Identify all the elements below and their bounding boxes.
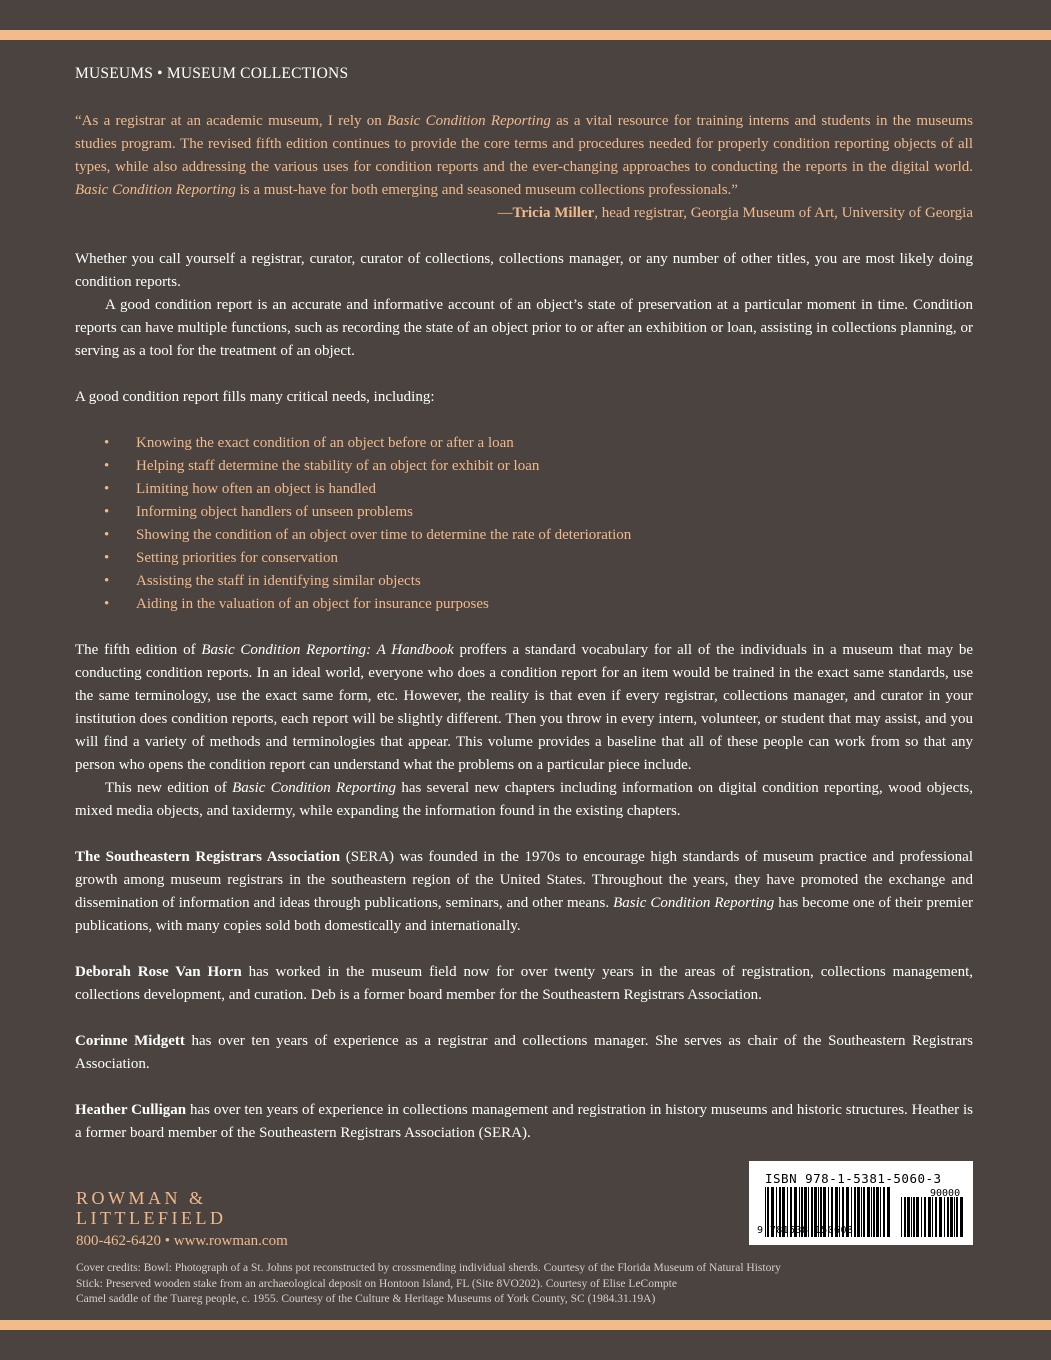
bullet-icon: • — [104, 458, 110, 474]
bullet-icon: • — [104, 435, 110, 451]
list-item: • Showing the condition of an object over time to determine the rate of deterioration — [104, 524, 804, 547]
cover-credits: Cover credits: Bowl: Photograph of a St. Johns pot reconstructed by crossmending individual sherds. Courtesy of the Florida Museum of Natural History Stick: Preserved wooden stake from an archaeological deposit on Hontoon Island, FL (Site 8VO202). Courtesy of Elise LeCompte Camel saddle of the Tuareg people, c. 1955. Courtesy of the Culture & Heritage Museums of York County, SC (1984.31.19A) — [76, 1262, 781, 1305]
publisher-contact: 800-462-6420 • www.rowman.com — [76, 1233, 288, 1249]
list-item: • Limiting how often an object is handled — [104, 478, 804, 501]
isbn-digits: 9 781538 150603 — [757, 1225, 854, 1236]
category-label: MUSEUMS • MUSEUM COLLECTIONS — [75, 65, 349, 82]
intro-paragraph-1: Whether you call yourself a registrar, curator, curator of collections, collections manager, or any number of other titles, you are most likely doing condition reports. — [75, 251, 973, 290]
bottom-accent-stripe — [0, 1320, 1051, 1330]
list-item: • Aiding in the valuation of an object for insurance purposes — [104, 593, 804, 616]
bullet-icon: • — [104, 596, 110, 612]
bullet-icon: • — [104, 481, 110, 497]
author-bio-midgett: Corinne Midgett has over ten years of experience as a registrar and collections manager. She serves as chair of the Southeastern Registrars Association. — [75, 1033, 973, 1072]
fifth-edition-paragraph: The fifth edition of Basic Condition Reporting: A Handbook proffers a standard vocabulary for all of the individuals in a museum that may be conducting condition reports. In an ideal world, everyone who does a condition report for an item would be trained in the exact same standards, use the same terminology, use the exact same form, etc. However, the reality is that even if every registrar, collections manager, and curator in your institution does condition reports, each report will be slightly different. Then you throw in every intern, volunteer, or student that may assist, and you will find a variety of methods and terminologies that appear. This volume provides a baseline that all of these people can work from so that any person who opens the condition report can understand what the problems on a particular piece include. — [75, 642, 973, 773]
bullet-icon: • — [104, 550, 110, 566]
new-edition-paragraph: This new edition of Basic Condition Reporting has several new chapters including information on digital condition reporting, wood objects, mixed media objects, and taxidermy, while expanding the information found in the existing chapters. — [75, 780, 973, 819]
needs-list — [104, 432, 804, 616]
intro-paragraph-2: A good condition report is an accurate and informative account of an object’s state of preservation at a particular moment in time. Condition reports can have multiple functions, such as recording the state of an object prior to or after an exhibition or loan, assisting in collections planning, or serving as a tool for the treatment of an object. — [75, 297, 973, 359]
needs-intro: A good condition report fills many critical needs, including: — [75, 389, 435, 405]
list-item: • Helping staff determine the stability of an object for exhibit or loan — [104, 455, 804, 478]
intro-section — [75, 248, 973, 363]
author-bio-culligan: Heather Culligan has over ten years of experience in collections management and registration in history museums and historic structures. Heather is a former board member of the Southeastern Registrars Association (SERA). — [75, 1102, 973, 1141]
quote-attribution: —Tricia Miller, head registrar, Georgia Museum of Art, University of Georgia — [497, 205, 973, 221]
endorsement-quote: “As a registrar at an academic museum, I rely on Basic Condition Reporting as a vital resource for training interns and students in the museums studies program. The revised fifth edition continues to provide the core terms and procedures needed for properly condition reporting objects of all types, while also addressing the various uses for condition reports and the ever-changing approaches to conducting the reports in the digital world. Basic Condition Reporting is a must-have for both emerging and seasoned museum collections professionals.” — [75, 113, 973, 198]
publisher-logo: ROWMAN & LITTLEFIELD — [76, 1188, 227, 1228]
fifth-edition-section — [75, 639, 973, 823]
bullet-icon: • — [104, 527, 110, 543]
bullet-icon: • — [104, 573, 110, 589]
isbn-addon-number: 90000 — [930, 1188, 961, 1199]
list-item: • Assisting the staff in identifying similar objects — [104, 570, 804, 593]
isbn-label: ISBN 978-1-5381-5060-3 — [765, 1171, 942, 1186]
top-accent-stripe — [0, 30, 1051, 40]
list-item: • Knowing the exact condition of an object before or after a loan — [104, 432, 804, 455]
author-bio-van-horn: Deborah Rose Van Horn has worked in the museum field now for over twenty years in the areas of registration, collections management, collections development, and curation. Deb is a former board member for the Southeastern Registrars Association. — [75, 964, 973, 1003]
list-item: • Informing object handlers of unseen problems — [104, 501, 804, 524]
bullet-icon: • — [104, 504, 110, 520]
sera-paragraph: The Southeastern Registrars Association (SERA) was founded in the 1970s to encourage high standards of museum practice and professional growth among museum registrars in the southeastern region of the United States. Throughout the years, they have promoted the exchange and dissemination of information and ideas through publications, seminars, and other means. Basic Condition Reporting has become one of their premier publications, with many copies sold both domestically and internationally. — [75, 849, 973, 934]
list-item: • Setting priorities for conservation — [104, 547, 804, 570]
